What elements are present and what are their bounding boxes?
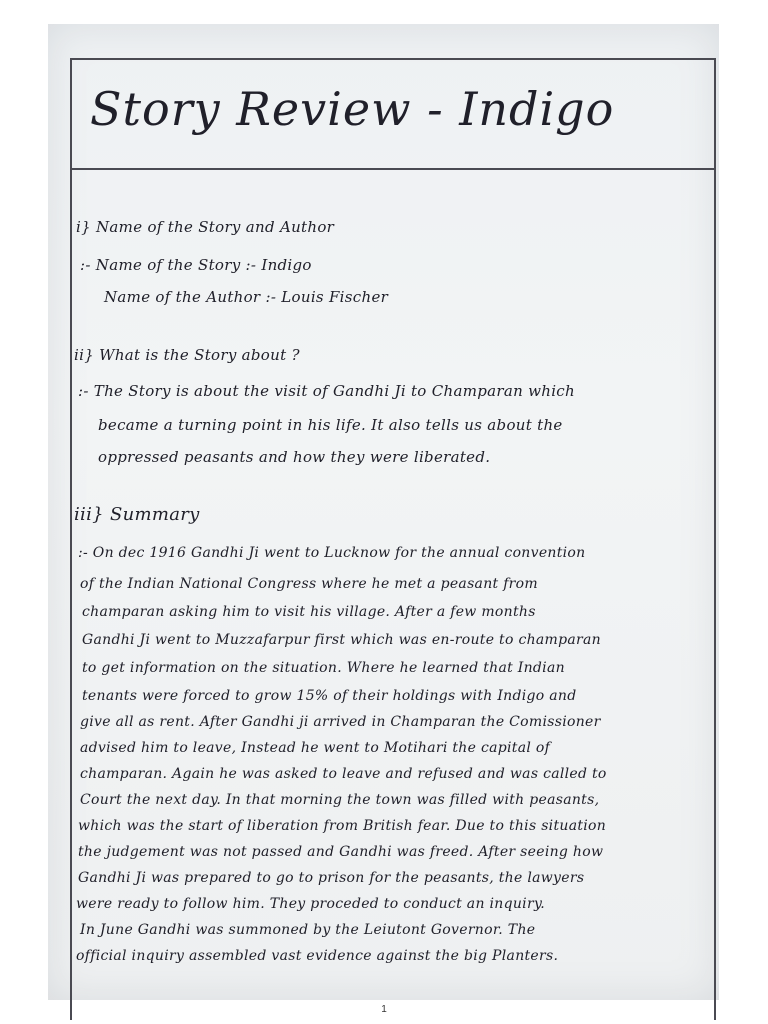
section-3-heading: iii} Summary — [74, 504, 200, 525]
summary-line-14: were ready to follow him. They proceded to conduct an inquiry. — [76, 896, 546, 912]
summary-line-6: tenants were forced to grow 15% of their holdings with Indigo and — [82, 688, 577, 704]
about-line-1: :- The Story is about the visit of Gandhi Ji to Champaran which — [78, 382, 575, 400]
about-line-2: became a turning point in his life. It also tells us about the — [98, 416, 563, 434]
summary-line-12: the judgement was not passed and Gandhi was freed. After seeing how — [78, 844, 604, 860]
summary-line-1: :- On dec 1916 Gandhi Ji went to Lucknow for the annual convention — [78, 545, 586, 561]
section-1-heading: i} Name of the Story and Author — [76, 218, 335, 236]
summary-line-10: Court the next day. In that morning the town was filled with peasants, — [80, 792, 600, 808]
summary-line-11: which was the start of liberation from British fear. Due to this situation — [78, 818, 607, 834]
summary-line-16: official inquiry assembled vast evidence against the big Planters. — [76, 948, 559, 964]
page-title: Story Review - Indigo — [90, 82, 615, 136]
story-name-line: :- Name of the Story :- Indigo — [80, 256, 312, 274]
about-line-3: oppressed peasants and how they were liberated. — [98, 448, 491, 466]
summary-line-4: Gandhi Ji went to Muzzafarpur first which was en-route to champaran — [82, 632, 601, 648]
page-number: 1 — [381, 1004, 387, 1015]
section-2-heading: ii} What is the Story about ? — [74, 346, 300, 364]
summary-line-8: advised him to leave, Instead he went to Motihari the capital of — [80, 740, 551, 756]
summary-line-7: give all as rent. After Gandhi ji arrived in Champaran the Comissioner — [80, 714, 601, 730]
summary-line-15: In June Gandhi was summoned by the Leiutont Governor. The — [80, 922, 536, 938]
summary-line-9: champaran. Again he was asked to leave and refused and was called to — [80, 766, 607, 782]
summary-line-3: champaran asking him to visit his village. After a few months — [82, 604, 536, 620]
title-underline — [70, 168, 714, 170]
author-name-line: Name of the Author :- Louis Fischer — [104, 288, 389, 306]
summary-line-2: of the Indian National Congress where he met a peasant from — [80, 576, 538, 592]
summary-line-13: Gandhi Ji was prepared to go to prison for the peasants, the lawyers — [78, 870, 585, 886]
summary-line-5: to get information on the situation. Where he learned that Indian — [82, 660, 565, 676]
